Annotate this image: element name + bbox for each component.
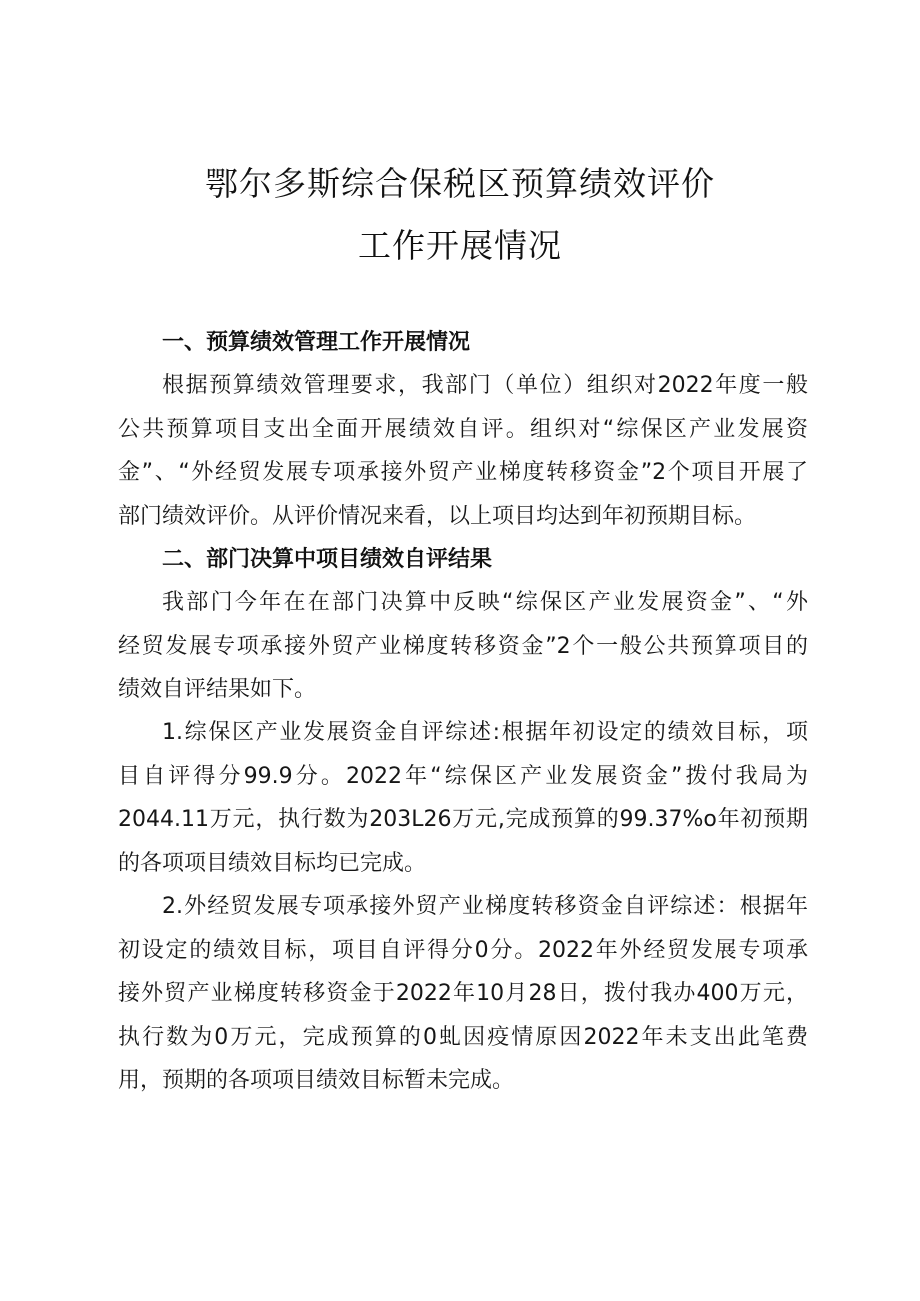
paragraph-line: 执行数为0万元，完成预算的0虬因疫情原因2022年未支出此笔费 xyxy=(118,1025,808,1050)
paragraph-line: 经贸发展专项承接外贸产业梯度转移资金”2个一般公共预算项目的 xyxy=(118,634,808,659)
paragraph-line: 2.外经贸发展专项承接外贸产业梯度转移资金自评综述：根据年 xyxy=(162,894,808,919)
paragraph-line: 接外贸产业梯度转移资金于2022年10月28日，拨付我办400万元， xyxy=(118,981,808,1006)
paragraph-line: 的各项项目绩效目标均已完成。 xyxy=(118,851,427,876)
document-title-line-2: 工作开展情况 xyxy=(358,226,562,265)
document-title-line-1: 鄂尔多斯综合保税区预算绩效评价 xyxy=(205,164,715,203)
section-2-heading: 二、部门决算中项目绩效自评结果 xyxy=(162,547,493,572)
paragraph-line: 我部门今年在在部门决算中反映“综保区产业发展资金”、“外 xyxy=(162,590,808,615)
paragraph-line: 绩效自评结果如下。 xyxy=(118,677,317,702)
paragraph-line: 用，预期的各项项目绩效目标暂未完成。 xyxy=(118,1068,515,1093)
paragraph-line: 部门绩效评价。从评价情况来看，以上项目均达到年初预期目标。 xyxy=(118,504,757,529)
paragraph-line: 1.综保区产业发展资金自评综述:根据年初设定的绩效目标，项 xyxy=(162,720,808,745)
paragraph-line: 公共预算项目支出全面开展绩效自评。组织对“综保区产业发展资 xyxy=(118,417,808,442)
paragraph-line: 金”、“外经贸发展专项承接外贸产业梯度转移资金”2个项目开展了 xyxy=(118,460,808,485)
section-1-heading: 一、预算绩效管理工作开展情况 xyxy=(162,330,471,355)
paragraph-line: 2044.11万元，执行数为203L26万元,完成预算的99.37%o年初预期 xyxy=(118,807,808,832)
paragraph-line: 根据预算绩效管理要求，我部门（单位）组织对2022年度一般 xyxy=(162,373,808,398)
paragraph-line: 目自评得分99.9分。2022年“综保区产业发展资金”拨付我局为 xyxy=(118,764,808,789)
paragraph-line: 初设定的绩效目标，项目自评得分0分。2022年外经贸发展专项承 xyxy=(118,938,808,963)
